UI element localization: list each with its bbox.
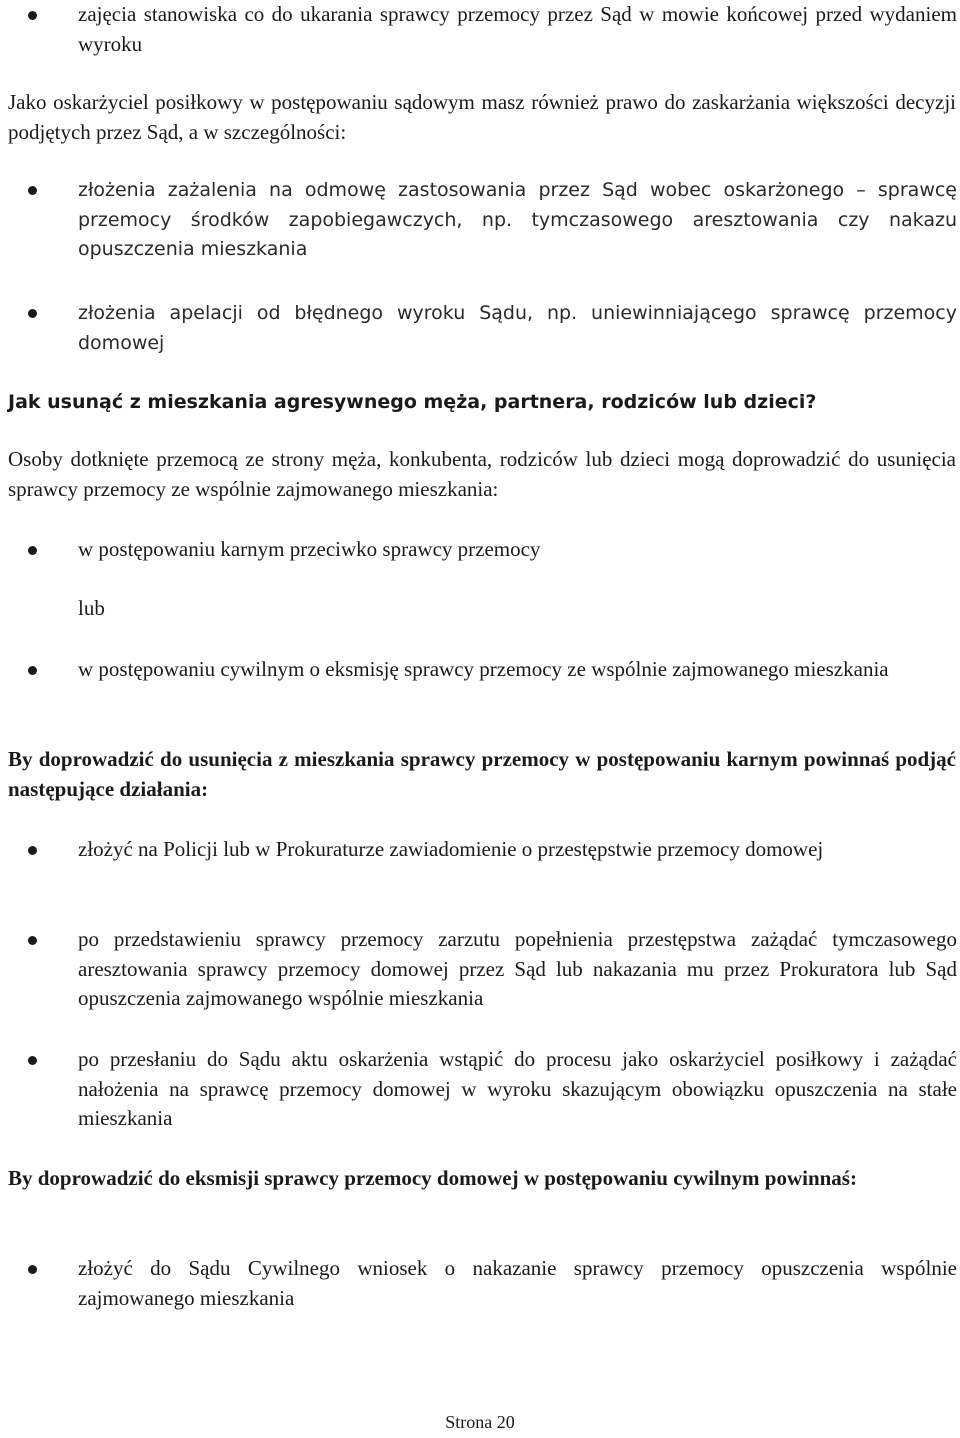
list-item: złożenia apelacji od błędnego wyroku Sądu, np. uniewinniającego sprawcę przemocy domowej [78, 302, 957, 354]
list-item: po przedstawieniu sprawcy przemocy zarzutu popełnienia przestępstwa zażądać tymczasowego aresztowania sprawcy przemocy domowej przez Sąd lub nakazania mu przez Prokuratora lub Sąd opuszczenia zajmowanego wspólnie mieszkania [78, 927, 957, 1010]
paragraph-remove-intro: Osoby dotknięte przemocą ze strony męża, konkubenta, rodziców lub dzieci mogą doprowadzić do usunięcia sprawcy przemocy ze wspólnie zajmowanego mieszkania: [8, 447, 956, 501]
list-item: złożenia zażalenia na odmowę zastosowania przez Sąd wobec oskarżonego – sprawcę przemocy środków zapobiegawczych, np. tymczasowego aresztowania czy nakazu opuszczenia mieszkania [78, 179, 957, 260]
list-item: w postępowaniu karnym przeciwko sprawcy przemocy [78, 537, 541, 561]
list-item: złożyć na Policji lub w Prokuraturze zawiadomienie o przestępstwie przemocy domowej [78, 837, 824, 861]
bullet-icon [28, 936, 37, 945]
bullet-icon [28, 1265, 37, 1274]
section-heading: Jak usunąć z mieszkania agresywnego męża, partnera, rodziców lub dzieci? [8, 391, 817, 413]
section-heading: By doprowadzić do eksmisji sprawcy przemocy domowej w postępowaniu cywilnym powinnaś: [8, 1166, 857, 1190]
page-number: Strona 20 [445, 1412, 515, 1432]
list-item: złożyć do Sądu Cywilnego wniosek o nakazanie sprawcy przemocy opuszczenia wspólnie zajmowanego mieszkania [78, 1256, 957, 1310]
bullet-icon [28, 11, 37, 20]
bullet-icon [28, 546, 37, 555]
list-item: po przesłaniu do Sądu aktu oskarżenia wstąpić do procesu jako oskarżyciel posiłkowy i zażądać nałożenia na sprawcę przemocy domowej w wyroku skazującym obowiązku opuszczenia na stałe mieszkania [78, 1047, 957, 1130]
paragraph-appeal-intro: Jako oskarżyciel posiłkowy w postępowaniu sądowym masz również prawo do zaskarżania większości decyzji podjętych przez Sąd, a w szczególności: [8, 90, 956, 144]
bullet-icon [28, 309, 37, 318]
list-item: zajęcia stanowiska co do ukarania sprawcy przemocy przez Sąd w mowie końcowej przed wydaniem wyroku [78, 2, 957, 56]
or-separator: lub [78, 596, 105, 620]
list-item: w postępowaniu cywilnym o eksmisję sprawcy przemocy ze wspólnie zajmowanego mieszkania [78, 657, 889, 681]
bullet-icon [28, 1056, 37, 1065]
section-heading: By doprowadzić do usunięcia z mieszkania sprawcy przemocy w postępowaniu karnym powinnaś podjąć następujące działania: [8, 747, 956, 801]
bullet-icon [28, 846, 37, 855]
bullet-icon [28, 186, 37, 195]
bullet-icon [28, 666, 37, 675]
